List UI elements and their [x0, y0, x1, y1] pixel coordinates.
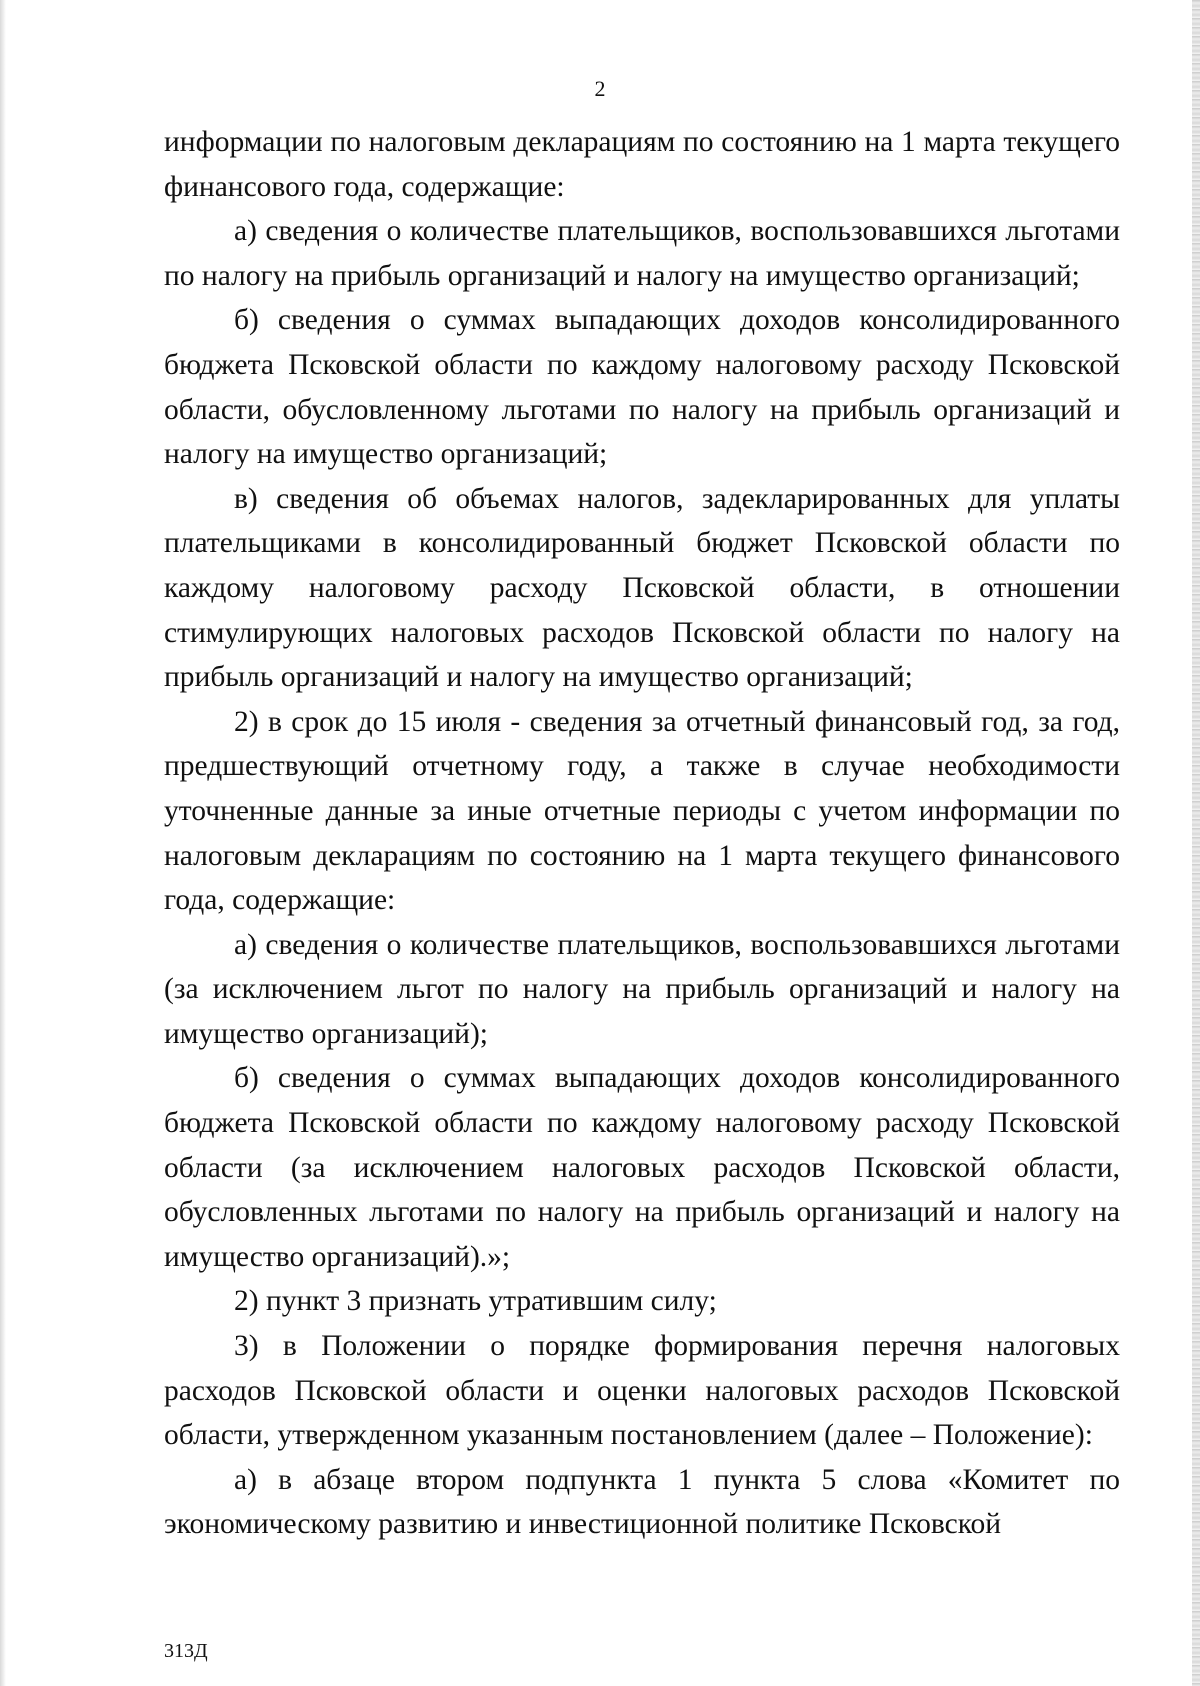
paragraph: 2) в срок до 15 июля - сведения за отчетный финансовый год, за год, предшествующий отчетному году, а также в случае необходимости уточненные данные за иные отчетные периоды с учетом информации по налоговым декларациям по состоянию на 1 марта текущего финансового года, содержащие:: [164, 705, 1120, 917]
paragraph: а) сведения о количестве плательщиков, воспользовавшихся льготами по налогу на прибыль организаций и налогу на имущество организаций;: [164, 215, 1120, 292]
paragraph: б) сведения о суммах выпадающих доходов консолидированного бюджета Псковской области по каждому налоговому расходу Псковской области, обусловленному льготами по налогу на прибыль организаций и налогу на имущество организаций;: [164, 304, 1120, 471]
paragraph: а) сведения о количестве плательщиков, воспользовавшихся льготами (за исключением льгот по налогу на прибыль организаций и налогу на имущество организаций);: [164, 928, 1120, 1050]
page-number: 2: [594, 76, 606, 101]
scan-edge-right: [1192, 0, 1200, 1686]
paragraph: б) сведения о суммах выпадающих доходов консолидированного бюджета Псковской области по каждому налоговому расходу Псковской области (за исключением налоговых расходов Псковской области, обусловленных льготами по налогу на прибыль организаций и налогу на имущество организаций).»;: [164, 1062, 1120, 1273]
paragraph: информации по налоговым декларациям по состоянию на 1 марта текущего финансового года, содержащие:: [164, 126, 1120, 203]
document-code: 313Д: [164, 1640, 208, 1662]
paragraph: 2) пункт 3 признать утратившим силу;: [234, 1285, 717, 1318]
scan-edge-left: [0, 0, 6, 1686]
paragraph: а) в абзаце втором подпункта 1 пункта 5 слова «Комитет по экономическому развитию и инвестиционной политике Псковской: [164, 1463, 1120, 1541]
paragraph: в) сведения об объемах налогов, задекларированных для уплаты плательщиками в консолидированный бюджет Псковской области по каждому налоговому расходу Псковской области, в отношении стимулирующих налоговых расходов Псковской области по налогу на прибыль организаций и налогу на имущество организаций;: [164, 482, 1120, 694]
document-body: [164, 120, 1120, 1547]
paragraph: 3) в Положении о порядке формирования перечня налоговых расходов Псковской области и оценки налоговых расходов Псковской области, утвержденном указанным постановлением (далее – Положение):: [164, 1330, 1120, 1452]
